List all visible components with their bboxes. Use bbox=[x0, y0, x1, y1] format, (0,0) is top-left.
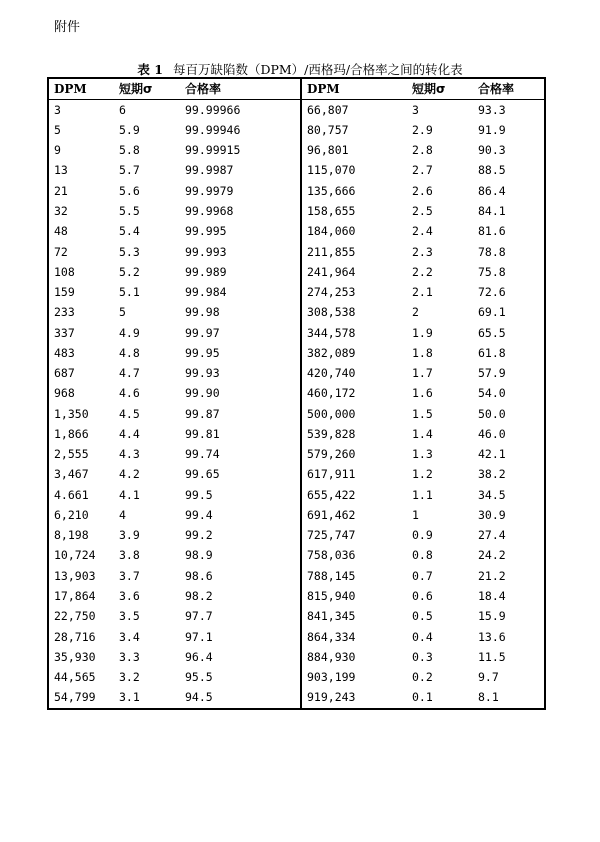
dpm-cell-right: 460,172 bbox=[307, 386, 356, 401]
yield-cell-right: 69.1 bbox=[478, 305, 506, 320]
dpm-cell-right: 66,807 bbox=[307, 102, 349, 117]
dpm-cell-left: 13,903 bbox=[54, 568, 96, 583]
dpm-cell-right: 617,911 bbox=[307, 467, 356, 482]
table-row bbox=[48, 566, 545, 586]
table-row bbox=[48, 343, 545, 363]
dpm-cell-left: 35,930 bbox=[54, 649, 96, 664]
sigma-cell-right: 2.2 bbox=[412, 264, 433, 279]
sigma-cell-right: 1.3 bbox=[412, 447, 433, 462]
dpm-cell-left: 1,350 bbox=[54, 406, 89, 421]
yield-cell-left: 97.7 bbox=[180, 607, 301, 627]
sigma-cell-left: 5.8 bbox=[119, 143, 140, 158]
sigma-cell-left: 3.1 bbox=[119, 690, 140, 705]
table-title: 每百万缺陷数（DPM）/西格玛/合格率之间的转化表 bbox=[172, 62, 463, 77]
dpm-cell-right: 655,422 bbox=[307, 487, 356, 502]
yield-cell-left: 99.87 bbox=[180, 404, 301, 424]
dpm-cell-left: 1,866 bbox=[54, 426, 89, 441]
yield-cell-left: 94.5 bbox=[180, 688, 301, 709]
table-caption bbox=[0, 60, 600, 78]
yield-cell-left: 99.93 bbox=[180, 364, 301, 384]
yield-cell-left: 99.98 bbox=[180, 303, 301, 323]
yield-cell-left: 96.4 bbox=[180, 647, 301, 667]
yield-cell-right: 86.4 bbox=[478, 183, 506, 198]
yield-cell-right: 54.0 bbox=[478, 386, 506, 401]
dpm-cell-right: 788,145 bbox=[307, 568, 356, 583]
table-row bbox=[48, 161, 545, 181]
yield-cell-left: 99.74 bbox=[180, 445, 301, 465]
yield-cell-right: 15.9 bbox=[478, 609, 506, 624]
yield-cell-left: 99.65 bbox=[180, 465, 301, 485]
sigma-cell-right: 2.3 bbox=[412, 244, 433, 259]
yield-cell-left: 99.99946 bbox=[180, 121, 301, 141]
dpm-cell-left: 483 bbox=[54, 345, 75, 360]
header-sigma-left: 短期σ bbox=[114, 78, 180, 100]
yield-cell-right: 18.4 bbox=[478, 589, 506, 604]
dpm-cell-left: 28,716 bbox=[54, 629, 96, 644]
sigma-cell-left: 3.2 bbox=[119, 670, 140, 685]
yield-cell-left: 99.99915 bbox=[180, 141, 301, 161]
dpm-cell-left: 3 bbox=[54, 102, 61, 117]
conversion-table bbox=[47, 77, 546, 710]
dpm-cell-right: 115,070 bbox=[307, 163, 356, 178]
yield-cell-left: 99.993 bbox=[180, 242, 301, 262]
yield-cell-right: 21.2 bbox=[478, 568, 506, 583]
dpm-cell-right: 80,757 bbox=[307, 122, 349, 137]
sigma-cell-left: 5.3 bbox=[119, 244, 140, 259]
dpm-cell-right: 903,199 bbox=[307, 670, 356, 685]
dpm-cell-left: 48 bbox=[54, 224, 68, 239]
dpm-cell-left: 17,864 bbox=[54, 589, 96, 604]
dpm-cell-right: 420,740 bbox=[307, 366, 356, 381]
dpm-cell-right: 344,578 bbox=[307, 325, 356, 340]
dpm-cell-left: 4.661 bbox=[54, 487, 89, 502]
sigma-cell-left: 3.6 bbox=[119, 589, 140, 604]
table-row bbox=[48, 688, 545, 709]
yield-cell-right: 78.8 bbox=[478, 244, 506, 259]
sigma-cell-right: 1.1 bbox=[412, 487, 433, 502]
table-row bbox=[48, 465, 545, 485]
yield-cell-left: 99.4 bbox=[180, 506, 301, 526]
dpm-cell-right: 864,334 bbox=[307, 629, 356, 644]
yield-cell-left: 97.1 bbox=[180, 627, 301, 647]
sigma-cell-left: 5.9 bbox=[119, 122, 140, 137]
yield-cell-left: 98.6 bbox=[180, 566, 301, 586]
dpm-cell-right: 308,538 bbox=[307, 305, 356, 320]
yield-cell-left: 99.9968 bbox=[180, 202, 301, 222]
dpm-cell-left: 72 bbox=[54, 244, 68, 259]
sigma-cell-left: 3.8 bbox=[119, 548, 140, 563]
dpm-cell-right: 919,243 bbox=[307, 690, 356, 705]
table-row bbox=[48, 384, 545, 404]
dpm-cell-left: 13 bbox=[54, 163, 68, 178]
table-row bbox=[48, 526, 545, 546]
table-row bbox=[48, 100, 545, 121]
yield-cell-right: 88.5 bbox=[478, 163, 506, 178]
sigma-cell-left: 6 bbox=[119, 102, 126, 117]
yield-cell-right: 27.4 bbox=[478, 528, 506, 543]
sigma-cell-left: 4.3 bbox=[119, 447, 140, 462]
header-yield-right: 合格率 bbox=[473, 78, 545, 100]
dpm-cell-right: 241,964 bbox=[307, 264, 356, 279]
yield-cell-right: 91.9 bbox=[478, 122, 506, 137]
yield-cell-right: 24.2 bbox=[478, 548, 506, 563]
yield-cell-right: 42.1 bbox=[478, 447, 506, 462]
sigma-cell-left: 4 bbox=[119, 507, 126, 522]
table-row bbox=[48, 222, 545, 242]
dpm-cell-right: 758,036 bbox=[307, 548, 356, 563]
yield-cell-right: 90.3 bbox=[478, 143, 506, 158]
yield-cell-left: 99.989 bbox=[180, 262, 301, 282]
dpm-cell-left: 54,799 bbox=[54, 690, 96, 705]
yield-cell-left: 98.9 bbox=[180, 546, 301, 566]
sigma-cell-right: 0.6 bbox=[412, 589, 433, 604]
dpm-cell-right: 725,747 bbox=[307, 528, 356, 543]
yield-cell-right: 13.6 bbox=[478, 629, 506, 644]
sigma-cell-left: 3.5 bbox=[119, 609, 140, 624]
table-row bbox=[48, 647, 545, 667]
dpm-cell-left: 10,724 bbox=[54, 548, 96, 563]
yield-cell-right: 38.2 bbox=[478, 467, 506, 482]
sigma-cell-left: 5.6 bbox=[119, 183, 140, 198]
dpm-cell-left: 9 bbox=[54, 143, 61, 158]
table-row bbox=[48, 202, 545, 222]
header-row bbox=[48, 78, 545, 100]
header-dpm-left: DPM bbox=[48, 78, 114, 100]
table-row bbox=[48, 283, 545, 303]
sigma-cell-right: 0.2 bbox=[412, 670, 433, 685]
sigma-cell-left: 3.9 bbox=[119, 528, 140, 543]
table-body bbox=[48, 100, 545, 709]
dpm-cell-right: 184,060 bbox=[307, 224, 356, 239]
sigma-cell-right: 0.5 bbox=[412, 609, 433, 624]
yield-cell-right: 11.5 bbox=[478, 649, 506, 664]
yield-cell-right: 46.0 bbox=[478, 426, 506, 441]
sigma-cell-right: 2.1 bbox=[412, 285, 433, 300]
table-row bbox=[48, 587, 545, 607]
yield-cell-left: 99.81 bbox=[180, 425, 301, 445]
dpm-cell-right: 274,253 bbox=[307, 285, 356, 300]
yield-cell-left: 98.2 bbox=[180, 587, 301, 607]
dpm-cell-left: 8,198 bbox=[54, 528, 89, 543]
dpm-cell-left: 968 bbox=[54, 386, 75, 401]
yield-cell-right: 30.9 bbox=[478, 507, 506, 522]
sigma-cell-right: 1 bbox=[412, 507, 419, 522]
table-row bbox=[48, 404, 545, 424]
table-row bbox=[48, 607, 545, 627]
sigma-cell-right: 1.4 bbox=[412, 426, 433, 441]
sigma-cell-left: 5.2 bbox=[119, 264, 140, 279]
sigma-cell-left: 5.7 bbox=[119, 163, 140, 178]
sigma-cell-left: 4.1 bbox=[119, 487, 140, 502]
sigma-cell-right: 0.8 bbox=[412, 548, 433, 563]
sigma-cell-right: 0.9 bbox=[412, 528, 433, 543]
dpm-cell-right: 539,828 bbox=[307, 426, 356, 441]
dpm-cell-left: 5 bbox=[54, 122, 61, 137]
table-row bbox=[48, 323, 545, 343]
yield-cell-left: 99.2 bbox=[180, 526, 301, 546]
dpm-cell-right: 158,655 bbox=[307, 203, 356, 218]
table-row bbox=[48, 668, 545, 688]
yield-cell-left: 99.984 bbox=[180, 283, 301, 303]
yield-cell-right: 75.8 bbox=[478, 264, 506, 279]
yield-cell-right: 72.6 bbox=[478, 285, 506, 300]
dpm-cell-left: 22,750 bbox=[54, 609, 96, 624]
yield-cell-right: 81.6 bbox=[478, 224, 506, 239]
sigma-cell-left: 5.5 bbox=[119, 203, 140, 218]
dpm-cell-right: 500,000 bbox=[307, 406, 356, 421]
dpm-cell-right: 211,855 bbox=[307, 244, 356, 259]
dpm-cell-left: 2,555 bbox=[54, 447, 89, 462]
yield-cell-left: 99.9987 bbox=[180, 161, 301, 181]
table-row bbox=[48, 121, 545, 141]
dpm-cell-left: 687 bbox=[54, 366, 75, 381]
yield-cell-left: 99.5 bbox=[180, 485, 301, 505]
sigma-cell-right: 0.7 bbox=[412, 568, 433, 583]
sigma-cell-right: 1.7 bbox=[412, 366, 433, 381]
dpm-cell-right: 691,462 bbox=[307, 507, 356, 522]
sigma-cell-left: 5.1 bbox=[119, 285, 140, 300]
sigma-cell-right: 0.4 bbox=[412, 629, 433, 644]
sigma-cell-right: 2.4 bbox=[412, 224, 433, 239]
sigma-cell-left: 3.4 bbox=[119, 629, 140, 644]
table-row bbox=[48, 262, 545, 282]
sigma-cell-left: 3.7 bbox=[119, 568, 140, 583]
yield-cell-left: 99.97 bbox=[180, 323, 301, 343]
dpm-cell-left: 6,210 bbox=[54, 507, 89, 522]
dpm-cell-left: 44,565 bbox=[54, 670, 96, 685]
sigma-cell-right: 1.9 bbox=[412, 325, 433, 340]
sigma-cell-left: 4.2 bbox=[119, 467, 140, 482]
yield-cell-left: 99.99966 bbox=[180, 100, 301, 121]
dpm-cell-right: 884,930 bbox=[307, 649, 356, 664]
yield-cell-left: 99.90 bbox=[180, 384, 301, 404]
sigma-cell-left: 5 bbox=[119, 305, 126, 320]
yield-cell-right: 84.1 bbox=[478, 203, 506, 218]
sigma-cell-right: 1.2 bbox=[412, 467, 433, 482]
yield-cell-left: 99.995 bbox=[180, 222, 301, 242]
table-row bbox=[48, 364, 545, 384]
table-row bbox=[48, 425, 545, 445]
sigma-cell-right: 2.9 bbox=[412, 122, 433, 137]
sigma-cell-right: 3 bbox=[412, 102, 419, 117]
dpm-cell-left: 337 bbox=[54, 325, 75, 340]
header-yield-left: 合格率 bbox=[180, 78, 301, 100]
dpm-cell-right: 579,260 bbox=[307, 447, 356, 462]
sigma-cell-right: 0.3 bbox=[412, 649, 433, 664]
dpm-cell-left: 3,467 bbox=[54, 467, 89, 482]
sigma-cell-right: 1.5 bbox=[412, 406, 433, 421]
table-row bbox=[48, 627, 545, 647]
yield-cell-left: 99.9979 bbox=[180, 181, 301, 201]
sigma-cell-left: 4.5 bbox=[119, 406, 140, 421]
sigma-cell-right: 2.7 bbox=[412, 163, 433, 178]
yield-cell-right: 93.3 bbox=[478, 102, 506, 117]
yield-cell-right: 34.5 bbox=[478, 487, 506, 502]
sigma-cell-right: 2 bbox=[412, 305, 419, 320]
dpm-cell-right: 96,801 bbox=[307, 143, 349, 158]
table-row bbox=[48, 303, 545, 323]
sigma-cell-left: 4.6 bbox=[119, 386, 140, 401]
header-sigma-right: 短期σ bbox=[407, 78, 473, 100]
table-row bbox=[48, 141, 545, 161]
yield-cell-right: 61.8 bbox=[478, 345, 506, 360]
sigma-cell-left: 5.4 bbox=[119, 224, 140, 239]
sigma-cell-right: 2.8 bbox=[412, 143, 433, 158]
table-row bbox=[48, 181, 545, 201]
sigma-cell-right: 1.8 bbox=[412, 345, 433, 360]
table-row bbox=[48, 242, 545, 262]
table-row bbox=[48, 485, 545, 505]
table-number: 表 1 bbox=[137, 62, 163, 77]
yield-cell-right: 65.5 bbox=[478, 325, 506, 340]
yield-cell-right: 9.7 bbox=[478, 670, 499, 685]
sigma-cell-left: 4.7 bbox=[119, 366, 140, 381]
table-row bbox=[48, 445, 545, 465]
dpm-cell-left: 21 bbox=[54, 183, 68, 198]
sigma-cell-right: 1.6 bbox=[412, 386, 433, 401]
table-row bbox=[48, 506, 545, 526]
yield-cell-right: 50.0 bbox=[478, 406, 506, 421]
yield-cell-left: 95.5 bbox=[180, 668, 301, 688]
sigma-cell-left: 3.3 bbox=[119, 649, 140, 664]
dpm-cell-right: 841,345 bbox=[307, 609, 356, 624]
sigma-cell-left: 4.8 bbox=[119, 345, 140, 360]
dpm-cell-left: 32 bbox=[54, 203, 68, 218]
sigma-cell-left: 4.9 bbox=[119, 325, 140, 340]
dpm-cell-right: 382,089 bbox=[307, 345, 356, 360]
yield-cell-right: 8.1 bbox=[478, 690, 499, 705]
sigma-cell-right: 2.5 bbox=[412, 203, 433, 218]
dpm-cell-left: 159 bbox=[54, 285, 75, 300]
dpm-cell-right: 135,666 bbox=[307, 183, 356, 198]
yield-cell-right: 57.9 bbox=[478, 366, 506, 381]
dpm-cell-left: 108 bbox=[54, 264, 75, 279]
yield-cell-left: 99.95 bbox=[180, 343, 301, 363]
sigma-cell-left: 4.4 bbox=[119, 426, 140, 441]
header-dpm-right: DPM bbox=[301, 78, 407, 100]
dpm-cell-left: 233 bbox=[54, 305, 75, 320]
dpm-cell-right: 815,940 bbox=[307, 589, 356, 604]
attachment-label: 附件 bbox=[54, 20, 81, 35]
sigma-cell-right: 0.1 bbox=[412, 690, 433, 705]
table-row bbox=[48, 546, 545, 566]
sigma-cell-right: 2.6 bbox=[412, 183, 433, 198]
